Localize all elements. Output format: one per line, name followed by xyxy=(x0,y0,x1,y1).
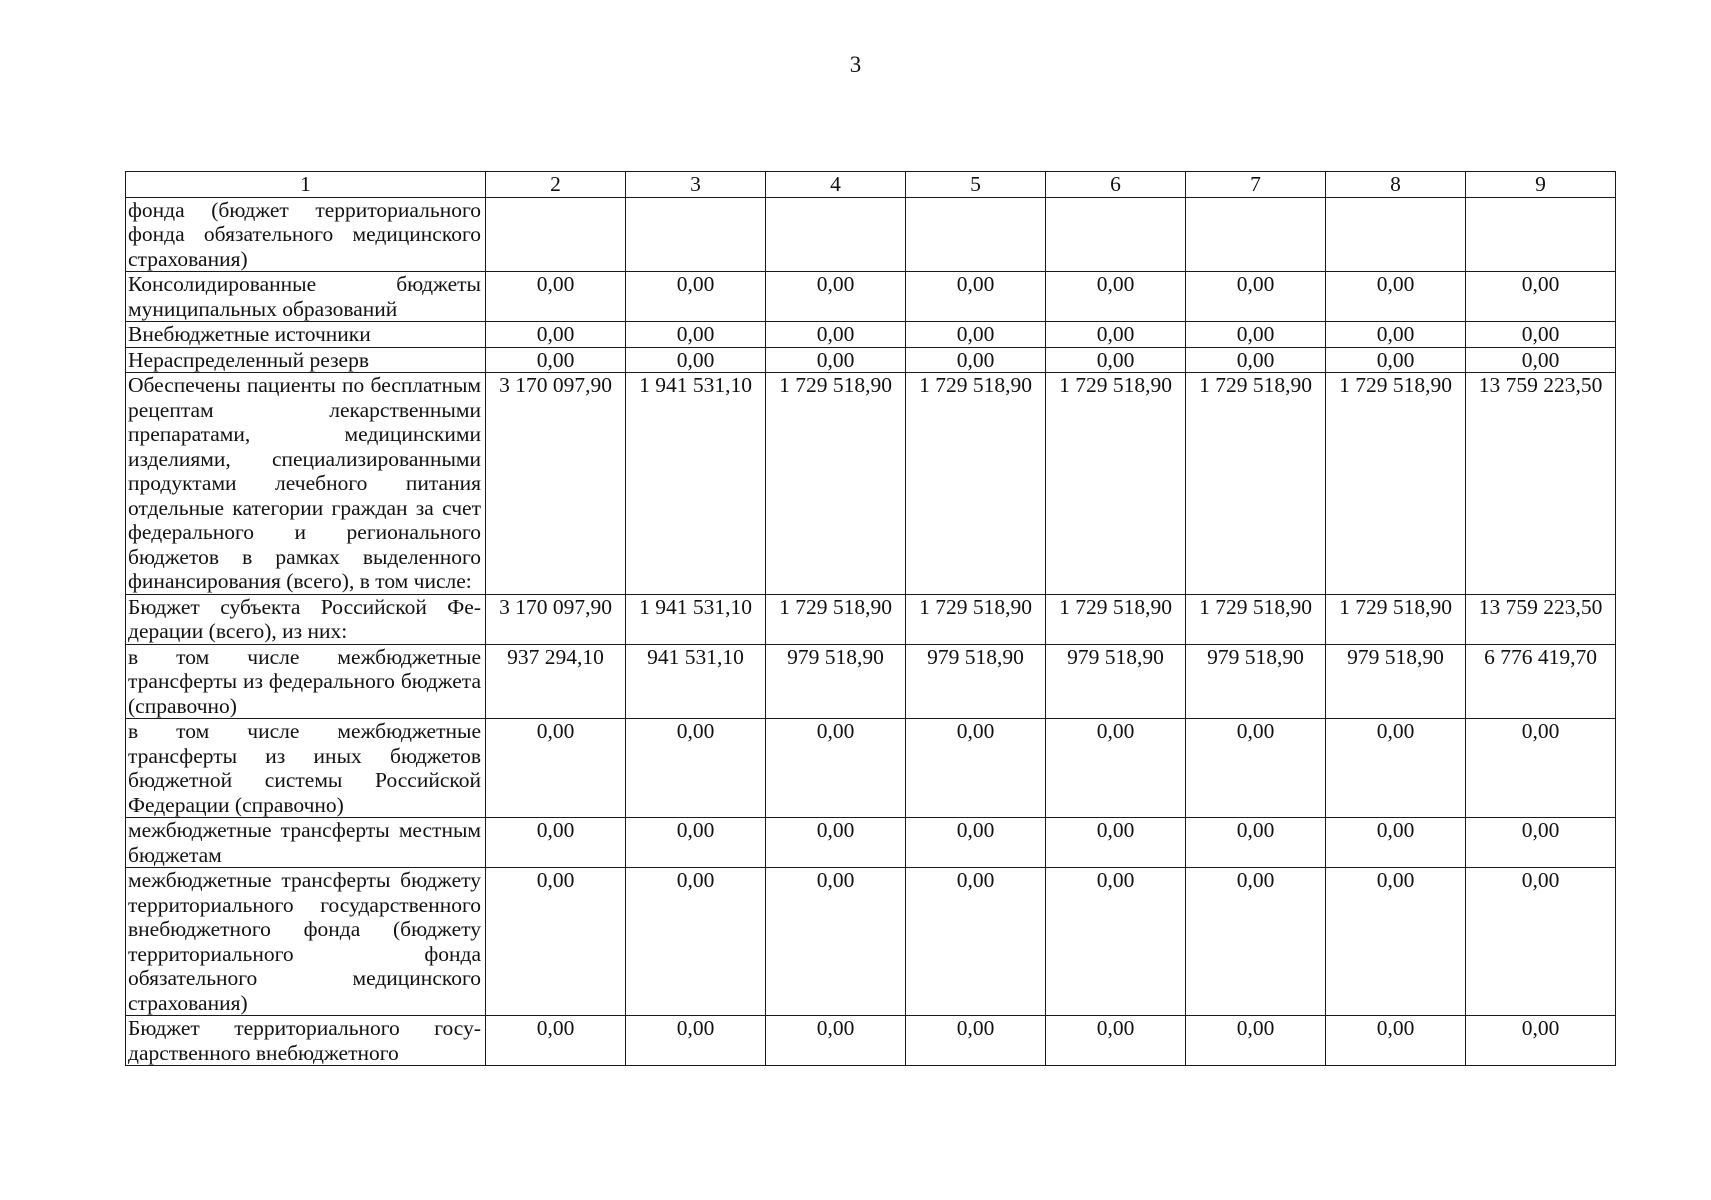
value-cell-col-8: 0,00 xyxy=(1326,719,1466,818)
value-cell-col-7: 0,00 xyxy=(1186,322,1326,348)
column-number-cell: 4 xyxy=(766,172,906,198)
value-cell-col-2 xyxy=(486,197,626,272)
row-label: в том числе межбюджетные трансферты из иных бюджетов бюджетной системы Российской Федерации (справочно) xyxy=(126,719,486,818)
value-cell-col-4: 0,00 xyxy=(766,322,906,348)
value-cell-col-8 xyxy=(1326,197,1466,272)
row-label: Консолидированные бюджеты муниципальных образований xyxy=(126,272,486,322)
table-row xyxy=(126,719,1616,818)
value-cell-col-6: 1 729 518,90 xyxy=(1046,373,1186,595)
value-cell-col-3: 941 531,10 xyxy=(626,644,766,719)
value-cell-col-4: 979 518,90 xyxy=(766,644,906,719)
row-label: в том числе межбюджетные трансферты из федерального бюджета (справочно) xyxy=(126,644,486,719)
value-cell-col-9: 0,00 xyxy=(1466,868,1616,1016)
value-cell-col-3: 0,00 xyxy=(626,272,766,322)
row-label: Бюджет субъекта Российской Федерации (всего), из них: xyxy=(126,594,486,644)
value-cell-col-6: 0,00 xyxy=(1046,719,1186,818)
column-number-cell: 5 xyxy=(906,172,1046,198)
value-cell-col-4: 0,00 xyxy=(766,868,906,1016)
table-body xyxy=(126,197,1616,1066)
value-cell-col-3: 0,00 xyxy=(626,719,766,818)
value-cell-col-6 xyxy=(1046,197,1186,272)
value-cell-col-7: 1 729 518,90 xyxy=(1186,373,1326,595)
table-row xyxy=(126,272,1616,322)
value-cell-col-7 xyxy=(1186,197,1326,272)
value-cell-col-5: 0,00 xyxy=(906,719,1046,818)
value-cell-col-9: 13 759 223,50 xyxy=(1466,594,1616,644)
table-row xyxy=(126,373,1616,595)
column-number-cell: 2 xyxy=(486,172,626,198)
value-cell-col-2: 937 294,10 xyxy=(486,644,626,719)
column-number-cell: 1 xyxy=(126,172,486,198)
table-row xyxy=(126,322,1616,348)
value-cell-col-8: 0,00 xyxy=(1326,1016,1466,1066)
value-cell-col-7: 979 518,90 xyxy=(1186,644,1326,719)
value-cell-col-2: 0,00 xyxy=(486,347,626,373)
value-cell-col-5: 0,00 xyxy=(906,868,1046,1016)
value-cell-col-2: 0,00 xyxy=(486,1016,626,1066)
column-number-cell: 8 xyxy=(1326,172,1466,198)
value-cell-col-4: 0,00 xyxy=(766,719,906,818)
value-cell-col-2: 0,00 xyxy=(486,868,626,1016)
value-cell-col-6: 979 518,90 xyxy=(1046,644,1186,719)
value-cell-col-9: 6 776 419,70 xyxy=(1466,644,1616,719)
column-number-cell: 7 xyxy=(1186,172,1326,198)
value-cell-col-3: 0,00 xyxy=(626,868,766,1016)
value-cell-col-4: 0,00 xyxy=(766,818,906,868)
value-cell-col-4: 0,00 xyxy=(766,347,906,373)
value-cell-col-5: 979 518,90 xyxy=(906,644,1046,719)
value-cell-col-5: 0,00 xyxy=(906,322,1046,348)
value-cell-col-9: 0,00 xyxy=(1466,322,1616,348)
value-cell-col-7: 0,00 xyxy=(1186,1016,1326,1066)
value-cell-col-9: 0,00 xyxy=(1466,272,1616,322)
value-cell-col-9: 0,00 xyxy=(1466,347,1616,373)
row-label: Бюджет территориального государственного внебюджетного xyxy=(126,1016,486,1066)
value-cell-col-4: 0,00 xyxy=(766,272,906,322)
value-cell-col-7: 0,00 xyxy=(1186,868,1326,1016)
table-row xyxy=(126,644,1616,719)
value-cell-col-9: 13 759 223,50 xyxy=(1466,373,1616,595)
value-cell-col-5: 0,00 xyxy=(906,272,1046,322)
value-cell-col-3 xyxy=(626,197,766,272)
value-cell-col-3: 0,00 xyxy=(626,818,766,868)
column-number-cell: 3 xyxy=(626,172,766,198)
value-cell-col-7: 0,00 xyxy=(1186,272,1326,322)
value-cell-col-4: 1 729 518,90 xyxy=(766,594,906,644)
value-cell-col-5: 1 729 518,90 xyxy=(906,373,1046,595)
value-cell-col-4: 0,00 xyxy=(766,1016,906,1066)
value-cell-col-7: 0,00 xyxy=(1186,719,1326,818)
value-cell-col-5 xyxy=(906,197,1046,272)
value-cell-col-5: 1 729 518,90 xyxy=(906,594,1046,644)
value-cell-col-5: 0,00 xyxy=(906,818,1046,868)
value-cell-col-3: 1 941 531,10 xyxy=(626,594,766,644)
value-cell-col-6: 0,00 xyxy=(1046,347,1186,373)
value-cell-col-2: 3 170 097,90 xyxy=(486,373,626,595)
value-cell-col-2: 3 170 097,90 xyxy=(486,594,626,644)
value-cell-col-4 xyxy=(766,197,906,272)
table-row xyxy=(126,197,1616,272)
page-number: 3 xyxy=(849,52,862,77)
value-cell-col-8: 0,00 xyxy=(1326,818,1466,868)
value-cell-col-8: 979 518,90 xyxy=(1326,644,1466,719)
value-cell-col-6: 0,00 xyxy=(1046,818,1186,868)
value-cell-col-8: 1 729 518,90 xyxy=(1326,373,1466,595)
budget-table xyxy=(125,171,1616,1066)
value-cell-col-2: 0,00 xyxy=(486,818,626,868)
row-label: фонда (бюджет территориального фонда обязательного медицинского страхования) xyxy=(126,197,486,272)
value-cell-col-2: 0,00 xyxy=(486,719,626,818)
row-label: Внебюджетные источники xyxy=(126,322,486,348)
value-cell-col-7: 0,00 xyxy=(1186,818,1326,868)
column-number-header-row xyxy=(126,172,1616,198)
value-cell-col-9: 0,00 xyxy=(1466,719,1616,818)
value-cell-col-8: 1 729 518,90 xyxy=(1326,594,1466,644)
value-cell-col-2: 0,00 xyxy=(486,322,626,348)
value-cell-col-6: 0,00 xyxy=(1046,868,1186,1016)
value-cell-col-6: 0,00 xyxy=(1046,322,1186,348)
value-cell-col-5: 0,00 xyxy=(906,347,1046,373)
value-cell-col-8: 0,00 xyxy=(1326,272,1466,322)
value-cell-col-7: 1 729 518,90 xyxy=(1186,594,1326,644)
column-number-cell: 6 xyxy=(1046,172,1186,198)
row-label: Обеспечены пациенты по бесплатным рецептам лекарственными препаратами, медицинскими изделиями, специализированными продуктами лечебного питания отдельные категории граждан за счет федерального и регионального бюджетов в рамках выделенного финансирования (всего), в том числе: xyxy=(126,373,486,595)
value-cell-col-6: 0,00 xyxy=(1046,1016,1186,1066)
table-row xyxy=(126,594,1616,644)
table-row xyxy=(126,347,1616,373)
value-cell-col-8: 0,00 xyxy=(1326,868,1466,1016)
value-cell-col-3: 0,00 xyxy=(626,347,766,373)
row-label: межбюджетные трансферты местным бюджетам xyxy=(126,818,486,868)
table-row xyxy=(126,868,1616,1016)
value-cell-col-3: 0,00 xyxy=(626,322,766,348)
value-cell-col-6: 0,00 xyxy=(1046,272,1186,322)
value-cell-col-3: 0,00 xyxy=(626,1016,766,1066)
value-cell-col-2: 0,00 xyxy=(486,272,626,322)
table-row xyxy=(126,1016,1616,1066)
value-cell-col-4: 1 729 518,90 xyxy=(766,373,906,595)
row-label: межбюджетные трансферты бюджету территориального государственного внебюджетного фонда (бюджету территориального фонда обязательного медицинского страхования) xyxy=(126,868,486,1016)
value-cell-col-9 xyxy=(1466,197,1616,272)
value-cell-col-7: 0,00 xyxy=(1186,347,1326,373)
value-cell-col-3: 1 941 531,10 xyxy=(626,373,766,595)
value-cell-col-6: 1 729 518,90 xyxy=(1046,594,1186,644)
row-label: Нераспределенный резерв xyxy=(126,347,486,373)
value-cell-col-9: 0,00 xyxy=(1466,1016,1616,1066)
table-row xyxy=(126,818,1616,868)
column-number-cell: 9 xyxy=(1466,172,1616,198)
value-cell-col-8: 0,00 xyxy=(1326,347,1466,373)
value-cell-col-9: 0,00 xyxy=(1466,818,1616,868)
value-cell-col-5: 0,00 xyxy=(906,1016,1046,1066)
value-cell-col-8: 0,00 xyxy=(1326,322,1466,348)
